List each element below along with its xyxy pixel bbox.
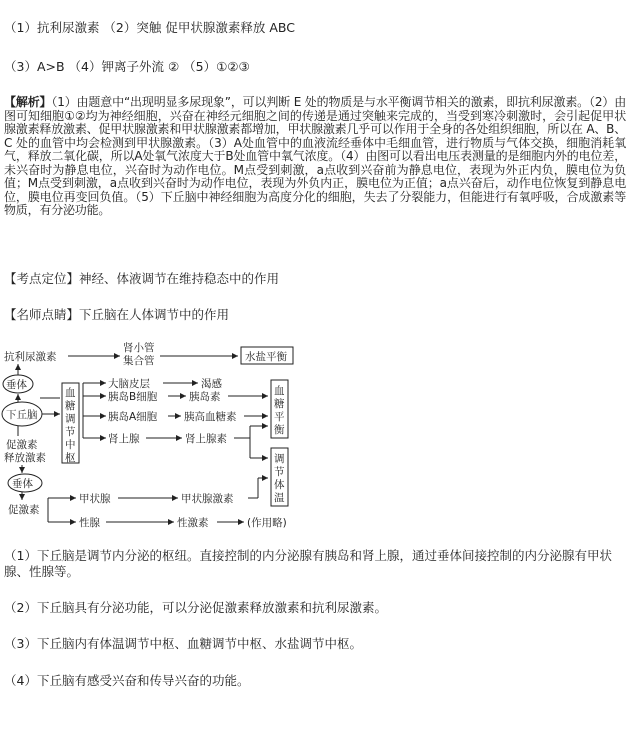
- analysis-paragraph: [4, 96, 626, 218]
- analysis-heading: 【解析】: [4, 95, 52, 109]
- balance-char-0: 血: [274, 385, 285, 397]
- adh-label: 抗利尿激素: [4, 351, 57, 363]
- adrenaline-label: 肾上腺素: [185, 433, 227, 445]
- islet-b-label: 胰岛B细胞: [108, 391, 158, 403]
- center-char-2: 调: [65, 413, 76, 425]
- center-char-3: 节: [65, 426, 76, 438]
- pituitary-bottom-label: 垂体: [12, 478, 33, 490]
- kaodian-line: 【考点定位】神经、体液调节在维持稳态中的作用: [4, 271, 280, 286]
- thirst-label: 渴感: [201, 378, 222, 390]
- insulin-label: 胰岛素: [189, 391, 221, 403]
- hypothalamus-regulation-diagram: [0, 338, 630, 534]
- glucagon-label: 胰高血糖素: [184, 411, 237, 423]
- adrenal-label: 肾上腺: [108, 433, 140, 445]
- hypothalamus-label: 下丘脑: [6, 409, 38, 421]
- center-char-4: 中: [65, 439, 76, 451]
- thyroxine-label: 甲状腺激素: [181, 493, 234, 505]
- balance-char-2: 平: [274, 411, 285, 423]
- kidney-tubule-label: 肾小管: [123, 342, 155, 354]
- temp-char-1: 节: [274, 466, 285, 478]
- collecting-duct-label: 集合管: [123, 355, 155, 367]
- note-4: （4）下丘脑有感受兴奋和传导兴奋的功能。: [4, 673, 250, 688]
- balance-char-1: 糖: [274, 398, 285, 410]
- note-1: （1）下丘脑是调节内分泌的枢纽。直接控制的内分泌腺有胰岛和肾上腺，通过垂体间接控制的内分泌腺有甲状腺、性腺等。: [4, 548, 612, 579]
- temp-char-0: 调: [274, 453, 285, 465]
- thyroid-label: 甲状腺: [79, 493, 111, 505]
- center-char-1: 糖: [65, 400, 76, 412]
- pituitary-top-label: 垂体: [6, 379, 27, 391]
- temp-char-2: 体: [274, 479, 285, 491]
- answer-line-2: （3）A>B （4）钾离子外流 ② （5）①②③: [4, 59, 250, 74]
- mingshi-line: 【名师点睛】下丘脑在人体调节中的作用: [4, 307, 230, 322]
- islet-a-label: 胰岛A细胞: [108, 411, 158, 423]
- center-char-5: 枢: [65, 452, 76, 464]
- tropic-label: 促激素: [8, 504, 40, 516]
- note-3: （3）下丘脑内有体温调节中枢、血糖调节中枢、水盐调节中枢。: [4, 636, 362, 651]
- balance-char-3: 衡: [274, 424, 285, 436]
- cortex-label: 大脑皮层: [108, 378, 150, 390]
- water-balance-label: 水盐平衡: [245, 351, 287, 363]
- note-2: （2）下丘脑具有分泌功能，可以分泌促激素释放激素和抗利尿激素。: [4, 600, 387, 615]
- answer-line-1: （1）抗利尿激素 （2）突触 促甲状腺激素释放 ABC: [4, 20, 295, 35]
- sex-hormone-label: 性激素: [177, 517, 209, 529]
- effect-omitted-label: (作用略): [247, 517, 287, 529]
- releasing-label-2: 释放激素: [4, 452, 46, 464]
- analysis-text: （1）由题意中“出现明显多尿现象”，可以判断 E 处的物质是与水平衡调节相关的激素，即抗利尿激素。（2）由图可知细胞①②均为神经细胞，兴奋在神经元细胞之间的传递是通过突触来完成的，当受到寒冷刺激时，会引起促甲状腺激素释放激素、促甲状腺激素和甲状腺激素都增加，甲状腺激素几乎可以作用于全身的各处组织细胞，所以在 A、B、C 处的血管中均会检测到甲状腺激素。（3）A处血管中的血液流经垂体中毛细血管，进行物质与气体交换，细胞消耗氧气，释放二氧化碳，所以A处氧气浓度大于B处血管中氧气浓度。（4）由图可以看出电压表测量的是细胞内外的电位差，未兴奋时为静息电位，兴奋时为动作电位。M点受到刺激，a点收到兴奋前为静息电位，表现为外正内负，膜电位为负值；M点受到刺激，a点收到兴奋时为动作电位，表现为外负内正，膜电位为正值；a点兴奋后，动作电位恢复到静息电位，膜电位再变回负值。（5）下丘脑中神经细胞为高度分化的细胞，失去了分裂能力，但能进行有氧呼吸，合成激素等物质，有分泌功能。: [4, 95, 626, 217]
- center-char-0: 血: [65, 387, 76, 399]
- releasing-label-1: 促激素: [6, 439, 38, 451]
- gonad-label: 性腺: [79, 517, 100, 529]
- temp-char-3: 温: [274, 492, 285, 504]
